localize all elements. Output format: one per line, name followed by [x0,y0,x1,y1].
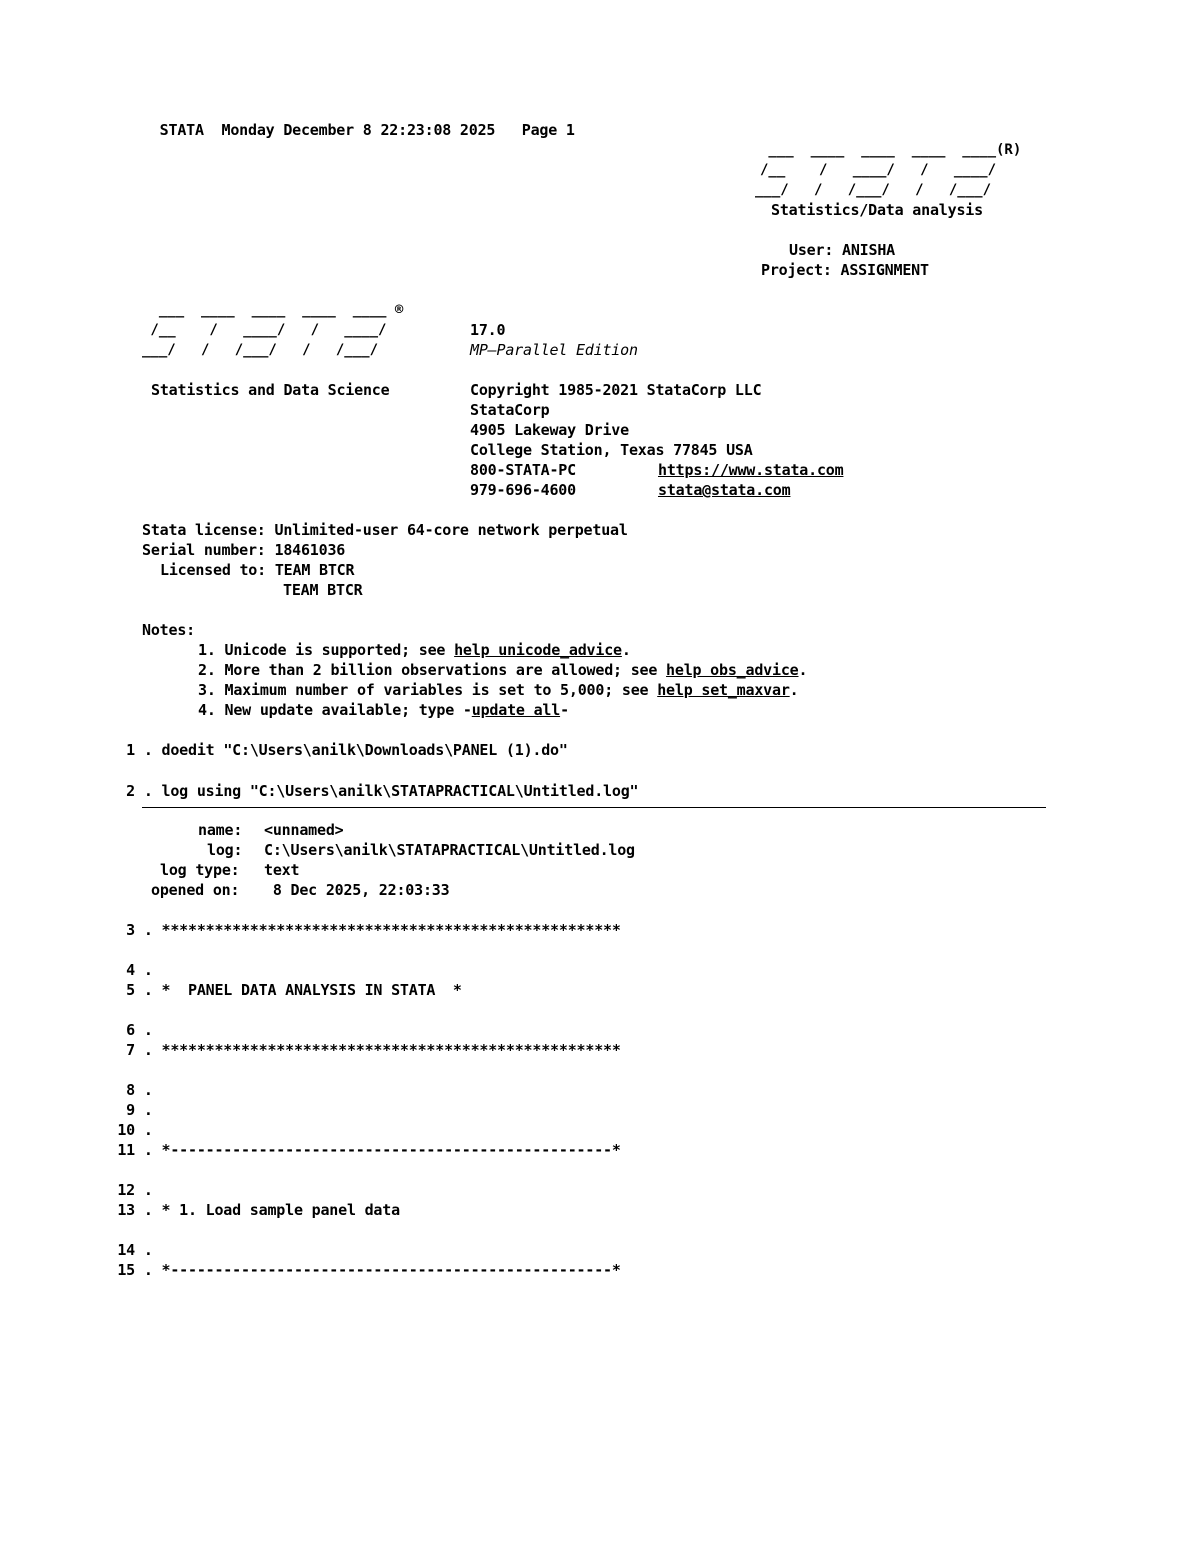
banner-tagline: Statistics and Data Science [151,381,390,399]
serial-value: 18461036 [274,541,346,559]
page-header [142,100,575,139]
licensed-value-2: TEAM BTCR [283,581,363,599]
licensed-value-1: TEAM BTCR [274,561,355,579]
line-text: . **************************************************** [135,921,621,939]
phone-1: 800-STATA-PC [470,461,576,479]
script-line [113,1240,153,1260]
user-label: User: [789,241,834,259]
script-line [113,1040,621,1060]
banner-logo-line1: ___ ____ ____ ____ ____ ® [142,302,404,318]
script-line [113,1180,153,1200]
company-city: College Station, Texas 77845 USA [470,441,753,459]
project-label: Project: [761,261,832,279]
log-path-value: C:\Users\anilk\STATAPRACTICAL\Untitled.log [264,841,635,859]
header-datetime: Monday December 8 22:23:08 2025 [221,121,496,139]
header-app: STATA [159,121,204,139]
command-text: . doedit "C:\Users\anilk\Downloads\PANEL (1).do" [143,741,568,759]
line-number: 6 [126,1021,135,1039]
line-text: . [135,1021,153,1039]
line-text: . * PANEL DATA ANALYSIS IN STATA * [135,981,462,999]
script-line [113,960,153,980]
line-text: . [135,1181,153,1199]
project-line [761,260,929,280]
command-text: . log using "C:\Users\anilk\STATAPRACTICAL\Untitled.log" [143,782,639,800]
script-line [113,1120,153,1140]
log-opened-label: opened on: [151,881,240,899]
log-type-value: text [264,861,300,879]
user-value: ANISHA [842,241,895,259]
banner-logo-line3: ___/ / /___/ / /___/ [142,342,379,358]
script-line [113,1100,153,1120]
script-line [113,1020,153,1040]
line-text: . **************************************************** [135,1041,621,1059]
line-number: 14 [117,1241,135,1259]
note-3-text: 3. Maximum number of variables is set to 5,000; see [198,681,658,699]
script-line [113,1200,400,1220]
licensed-label: Licensed to: [160,561,266,579]
line-text: . * 1. Load sample panel data [135,1201,400,1219]
line-number: 11 [117,1141,135,1159]
license-value: Unlimited-user 64-core network perpetual [274,521,628,539]
note-3 [198,680,799,700]
note-2-link[interactable]: help obs_advice [666,661,799,679]
website-link[interactable]: https://www.stata.com [658,461,844,479]
separator-rule [142,807,1046,808]
license-label: Stata license: [142,521,266,539]
command-line [113,781,638,801]
line-text: . [135,1101,153,1119]
note-1-text: 1. Unicode is supported; see [198,641,455,659]
note-2 [198,660,807,680]
phone-2: 979-696-4600 [470,481,576,499]
line-number: 13 [117,1201,135,1219]
log-name-label: name: [198,821,243,839]
note-4-link[interactable]: update all [471,701,561,719]
line-number: 1 [126,741,135,759]
note-3-link[interactable]: help set_maxvar [657,681,790,699]
serial-line [142,540,345,560]
serial-label: Serial number: [142,541,266,559]
line-text: . [135,1121,153,1139]
line-number: 15 [117,1261,135,1279]
email-link[interactable]: stata@stata.com [658,481,791,499]
log-opened-value: 8 Dec 2025, 22:03:33 [264,881,450,899]
line-number: 9 [126,1101,135,1119]
log-name-value: <unnamed> [264,821,344,839]
note-1-period: . [621,641,631,659]
script-line [113,980,462,1000]
company-street: 4905 Lakeway Drive [470,421,629,439]
version-edition: MP—Parallel Edition [470,341,638,359]
line-number: 8 [126,1081,135,1099]
licensed-line [160,560,354,580]
top-logo-tagline: Statistics/Data analysis [771,201,983,219]
script-line [113,920,621,940]
line-number: 7 [126,1041,135,1059]
header-page: Page 1 [521,121,575,139]
banner-logo-line2: /__ / ____/ / ____/ [142,322,387,338]
line-text: . *--------------------------------------------------* [135,1141,621,1159]
note-4-end: - [560,701,569,719]
note-2-text: 2. More than 2 billion observations are allowed; see [198,661,667,679]
line-text: . [135,961,153,979]
script-line [113,1260,621,1280]
line-number: 10 [117,1121,135,1139]
license-line [142,520,628,540]
notes-title: Notes: [142,621,195,639]
user-line [789,240,895,260]
note-3-period: . [789,681,799,699]
copyright-line: Copyright 1985-2021 StataCorp LLC [470,381,762,399]
top-logo-line3: ___/ / /___/ / /___/ [755,182,992,198]
note-1 [198,640,631,660]
top-logo-line1: ___ ____ ____ ____ ____(R) [760,142,1022,158]
script-line [113,1080,153,1100]
line-number: 4 [126,961,135,979]
company-name: StataCorp [470,401,550,419]
log-path-label: log: [207,841,243,859]
command-line [113,740,568,760]
line-number: 12 [117,1181,135,1199]
line-number: 2 [126,782,135,800]
line-text: . *--------------------------------------------------* [135,1261,621,1279]
line-number: 5 [126,981,135,999]
line-text: . [135,1081,153,1099]
log-name-line [198,820,242,840]
project-value: ASSIGNMENT [840,261,929,279]
note-4 [198,700,569,720]
note-2-period: . [798,661,808,679]
top-logo-line2: /__ / ____/ / ____/ [760,162,997,178]
version-number: 17.0 [470,321,506,339]
note-4-text: 4. New update available; type - [198,701,472,719]
note-1-link[interactable]: help unicode_advice [454,641,622,659]
script-line [113,1140,621,1160]
log-type-label: log type: [160,861,240,879]
line-text: . [135,1241,153,1259]
line-number: 3 [126,921,135,939]
